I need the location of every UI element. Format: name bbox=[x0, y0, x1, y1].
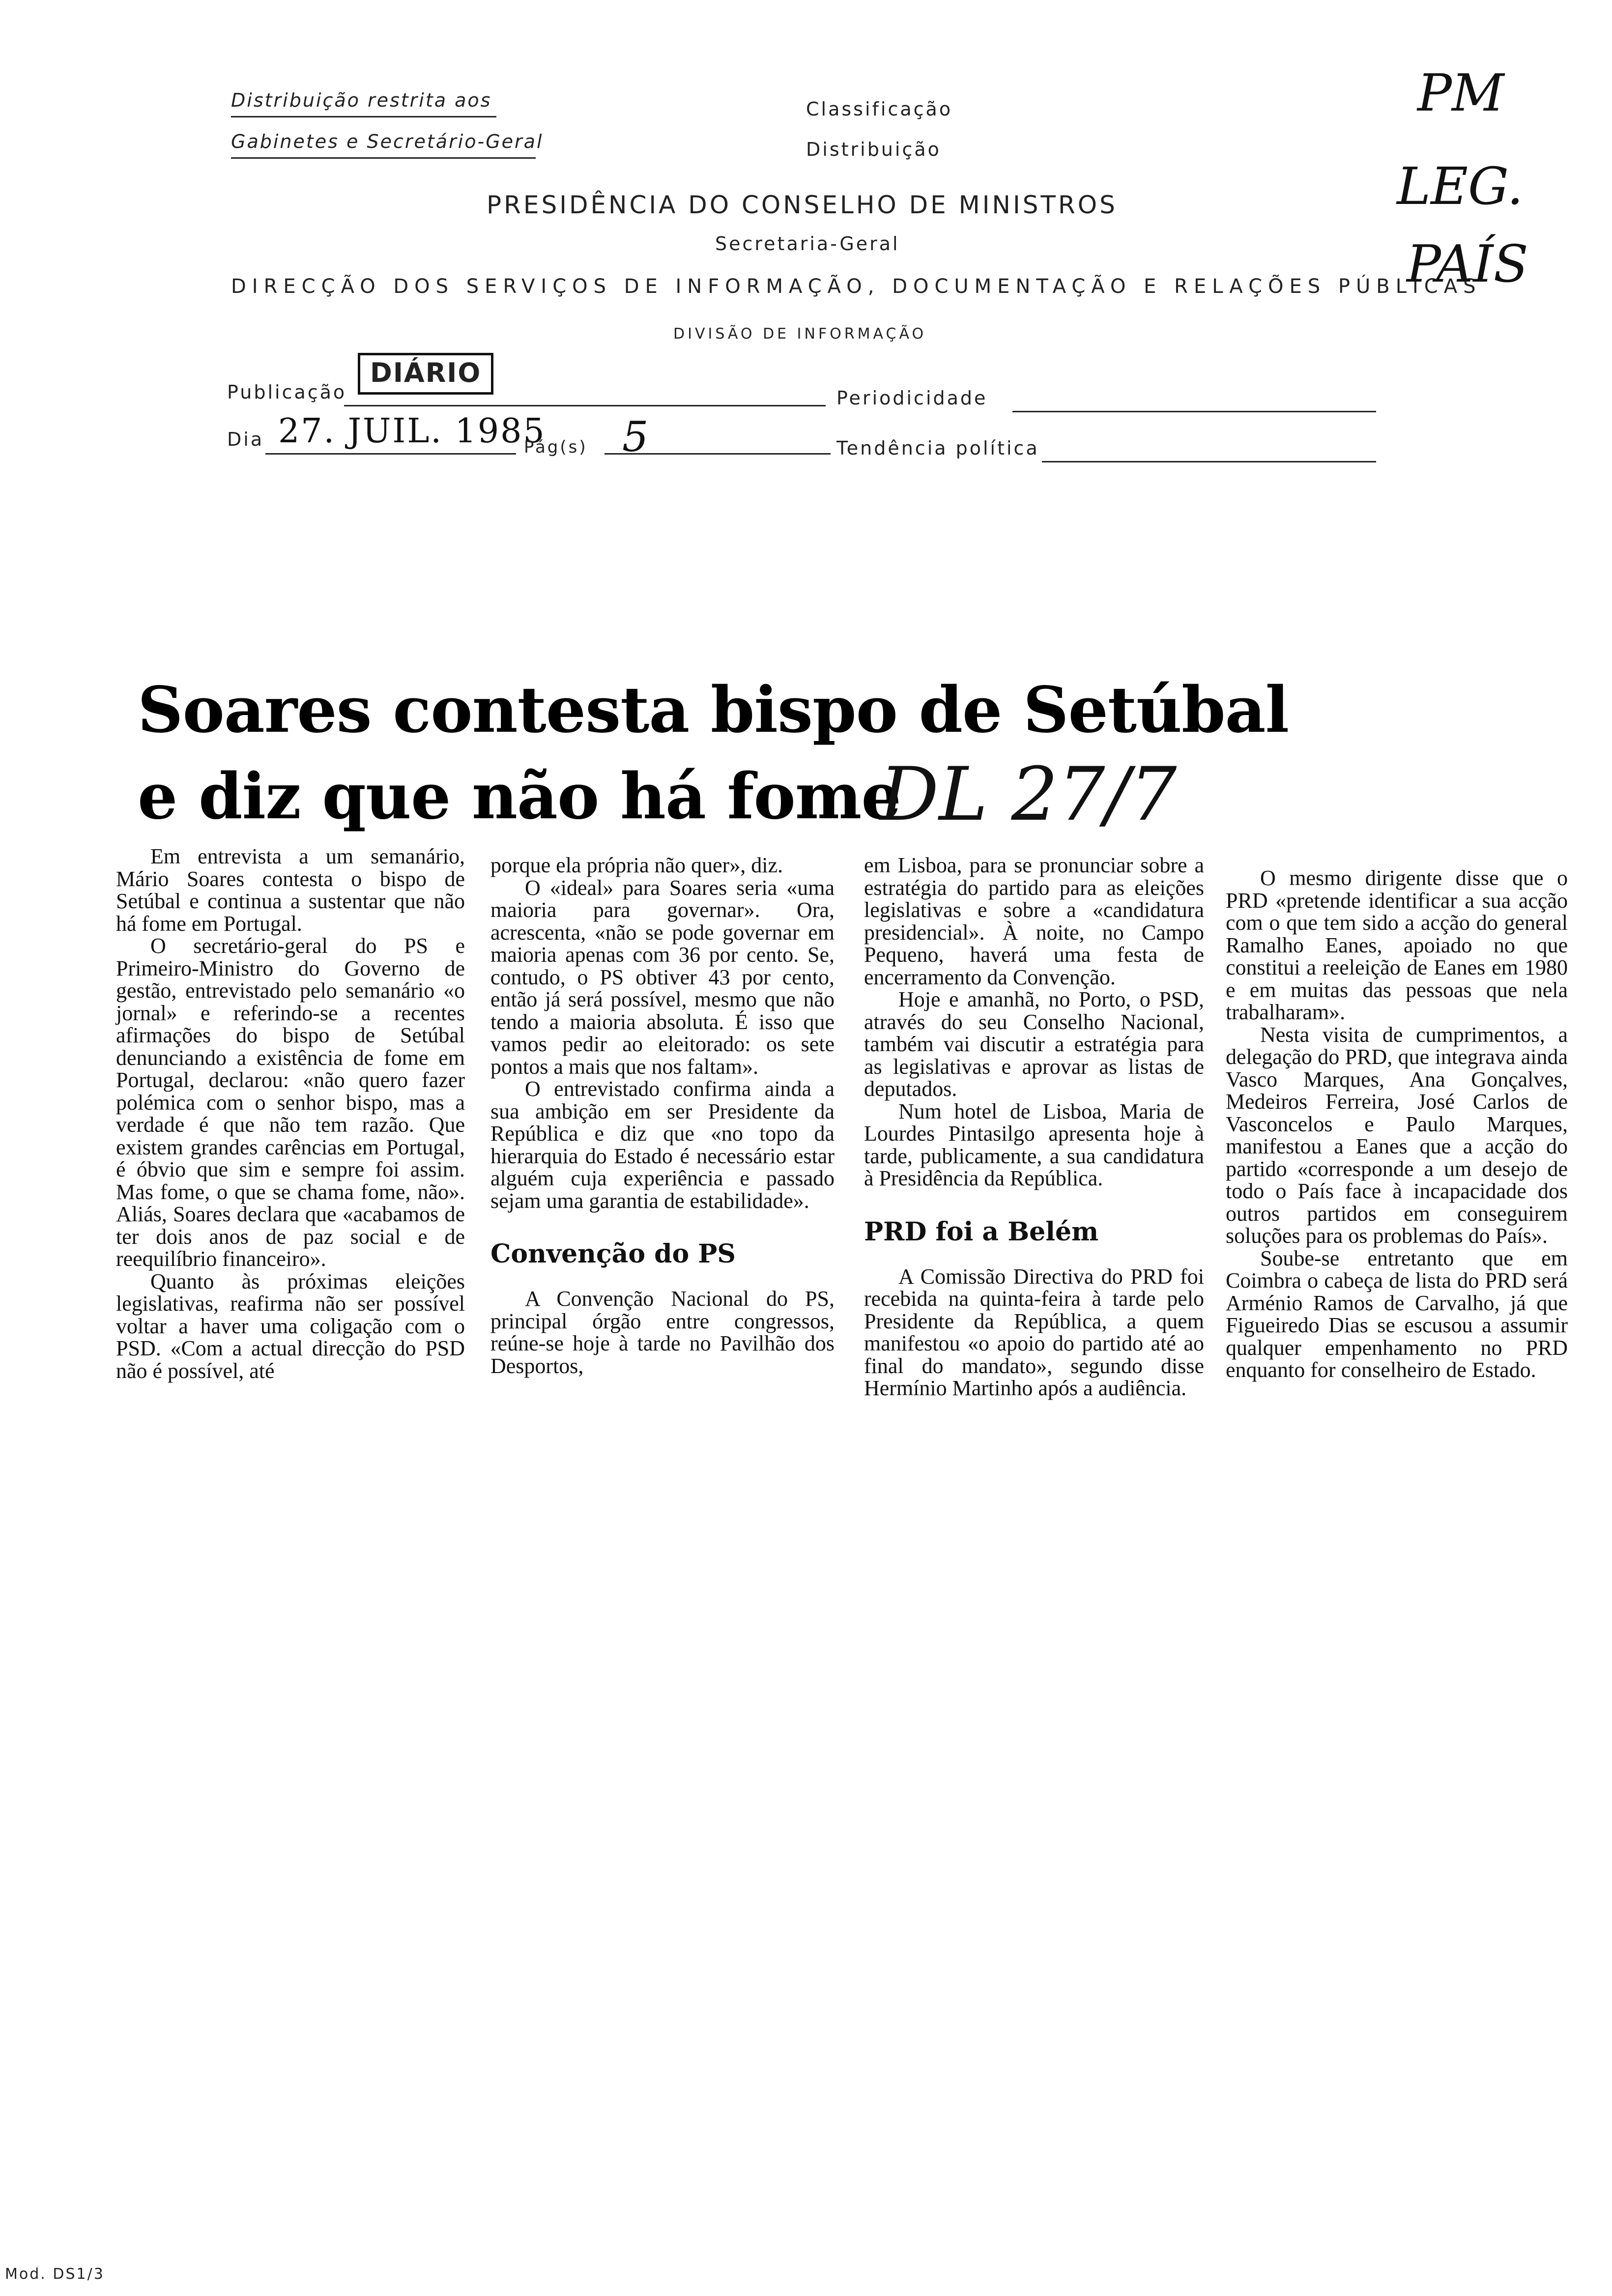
pags-value: 5 bbox=[622, 413, 649, 461]
annotation-pais: PAÍS bbox=[1407, 234, 1528, 294]
col2-paragraph-2: O «ideal» para Soares seria «uma maioria para governar». Ora, acrescenta, «não se pode governar em maioria apenas com 36 por cento. Se, contudo, o PS obtiver 43 por cento, então já será possível, mesmo que não tendo a maioria absoluta. É isso que vamos pedir ao eleitorado: os sete pontos a mais que nos faltam». bbox=[490, 875, 835, 1079]
presidencia-title: PRESIDÊNCIA DO CONSELHO DE MINISTROS bbox=[487, 191, 1118, 219]
form-model-code: Mod. DS1/3 bbox=[5, 2266, 105, 2283]
col1-paragraph-3: Quanto às próximas eleições legislativas, reafirma não ser possível voltar a haver uma coligação com o PSD. «Com a actual direcção do PSD não é possível, até bbox=[116, 1269, 465, 1383]
col2-paragraph-3: O entrevistado confirma ainda a sua ambição em ser Presidente da República e diz que «no topo da hierarquia do Estado é necessário estar alguém cuja experiência e passado sejam uma garantia de estabilidade». bbox=[490, 1077, 835, 1213]
distribution-restricted-line1: Distribuição restrita aos bbox=[231, 89, 492, 111]
tendencia-line bbox=[1042, 461, 1376, 462]
subhead-prd: PRD foi a Belém bbox=[864, 1216, 1099, 1247]
dia-value: 27. JUIL. 1985 bbox=[278, 412, 546, 451]
pags-line bbox=[604, 453, 831, 455]
headline-line1: Soares contesta bispo de Setúbal bbox=[138, 673, 1289, 747]
annotation-date-note: DL 27/7 bbox=[880, 752, 1177, 837]
col4-paragraph-2: Nesta visita de cumprimentos, a delegação do PRD, que integrava ainda Vasco Marques, Ana Gonçalves, Medeiros Ferreira, José Carlos de Vasconcelos e Paulo Marques, manifestou a Eanes que a acção do partido «corresponde a um desejo de todo o País face à incapacidade dos outros partidos em conseguirem soluções para os problemas do País». bbox=[1226, 1022, 1568, 1248]
article-column-1 bbox=[116, 845, 465, 1382]
col3-paragraph-3: Num hotel de Lisboa, Maria de Lourdes Pintasilgo apresenta hoje à tarde, publicamente, a sua candidatura à Presidência da República. bbox=[864, 1099, 1204, 1190]
article-column-3 bbox=[864, 854, 1204, 1400]
distribution-underline-2 bbox=[231, 157, 536, 159]
tendencia-label: Tendência política bbox=[836, 437, 1039, 459]
direccao-servicos: DIRECÇÃO DOS SERVIÇOS DE INFORMAÇÃO, DOCUMENTAÇÃO E RELAÇÕES PÚBLICAS bbox=[231, 275, 1482, 298]
classificacao-label: Classificação bbox=[806, 98, 953, 120]
subhead-convencao: Convenção do PS bbox=[490, 1239, 736, 1269]
pags-label: Pág(s) bbox=[524, 437, 588, 457]
col2-paragraph-4: A Convenção Nacional do PS, principal órgão entre congressos, reúne-se hoje à tarde no Pavilhão dos Desportos, bbox=[490, 1287, 835, 1378]
article-column-4 bbox=[1226, 867, 1568, 1381]
col4-paragraph-3: Soube-se entretanto que em Coimbra o cabeça de lista do PRD será Arménio Ramos de Carvalho, já que Figueiredo Dias se escusou a assumir qualquer empenhamento no PRD enquanto for conselheiro de Estado. bbox=[1226, 1246, 1568, 1382]
distribution-underline-1 bbox=[231, 116, 496, 117]
col1-paragraph-2: O secretário-geral do PS e Primeiro-Ministro do Governo de gestão, entrevistado pelo semanário «o jornal» e referindo-se a recentes afirmações do bispo de Setúbal denunciando a existência de fome em Portugal, declarou: «não quero fazer polémica com o senhor bispo, mas a verdade é que não tem razão. Que existem grandes carências em Portugal, é óbvio que sim e sempre foi assim. Mas fome, o que se chama fome, não». Aliás, Soares declara que «acabamos de ter dois anos de paz social e de reequilíbrio financeiro». bbox=[116, 934, 465, 1271]
annotation-pm: PM bbox=[1417, 63, 1504, 123]
annotation-leg: LEG. bbox=[1397, 156, 1524, 216]
periodicidade-label: Periodicidade bbox=[836, 387, 988, 409]
divisao-informacao: DIVISÃO DE INFORMAÇÃO bbox=[673, 325, 927, 343]
col3-paragraph-4: A Comissão Directiva do PRD foi recebida na quinta-feira à tarde pelo Presidente da República, a quem manifestou «o apoio do partido até ao final do mandato», segundo disse Hermínio Martinho após a audiência. bbox=[864, 1264, 1204, 1400]
publicacao-label: Publicação bbox=[227, 381, 347, 403]
distribution-restricted-line2: Gabinetes e Secretário-Geral bbox=[231, 131, 544, 152]
article-column-2 bbox=[490, 854, 835, 1377]
periodicidade-line bbox=[1012, 411, 1376, 412]
col2-paragraph-1: porque ela própria não quer», diz. bbox=[490, 853, 783, 877]
publicacao-line bbox=[344, 405, 826, 406]
col3-paragraph-2: Hoje e amanhã, no Porto, o PSD, através do seu Conselho Nacional, também vai discutir a estratégia para as legislativas e aprovar as listas de deputados. bbox=[864, 987, 1204, 1101]
secretaria-geral: Secretaria-Geral bbox=[715, 233, 900, 255]
col1-paragraph-1: Em entrevista a um semanário, Mário Soares contesta o bispo de Setúbal e continua a sustentar que não há fome em Portugal. bbox=[116, 844, 465, 936]
col3-paragraph-1: em Lisboa, para se pronunciar sobre a estratégia do partido para as eleições legislativas e sobre a «candidatura presidencial». À noite, no Campo Pequeno, haverá uma festa de encerramento da Convenção. bbox=[864, 853, 1204, 989]
distribuicao-label: Distribuição bbox=[806, 139, 941, 160]
dia-line bbox=[265, 453, 516, 455]
dia-label: Dia bbox=[227, 429, 264, 450]
headline-line2: e diz que não há fome bbox=[138, 760, 901, 833]
publicacao-stamp: DIÁRIO bbox=[358, 353, 493, 395]
col4-paragraph-1: O mesmo dirigente disse que o PRD «pretende identificar a sua acção com o que tem sido a acção do general Ramalho Eanes, apoiado no que constitui a reeleição de Eanes em 1980 e em muitas das pessoas que nela trabalharam». bbox=[1226, 866, 1568, 1024]
